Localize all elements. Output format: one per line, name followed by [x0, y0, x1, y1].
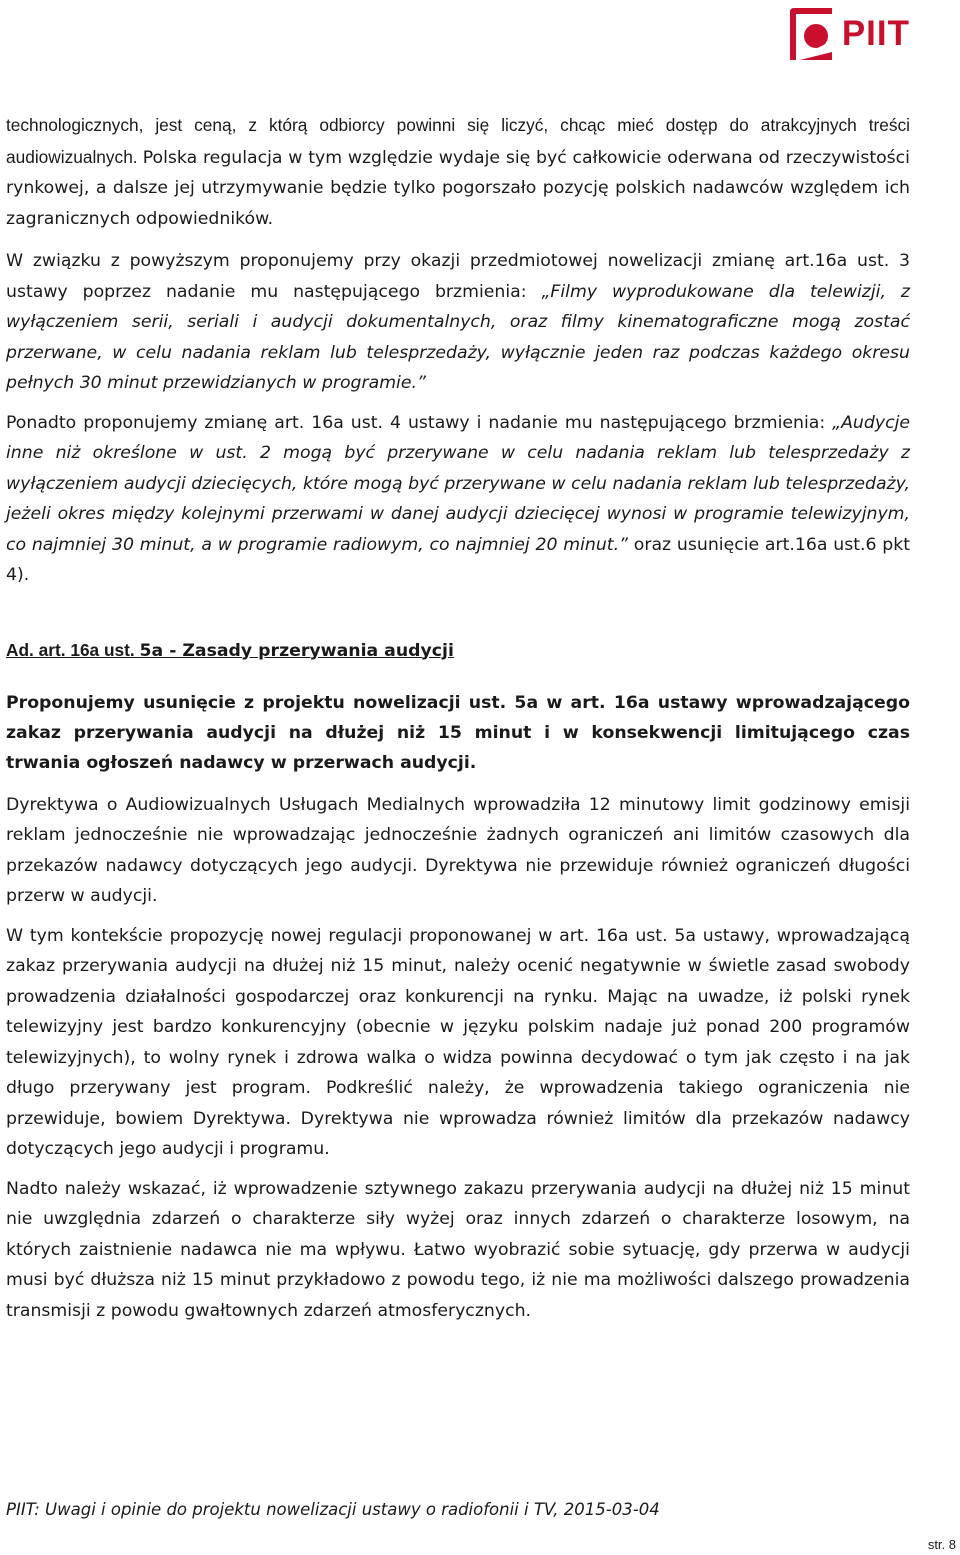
- paragraph: W tym kontekście propozycję nowej regulacji proponowanej w art. 16a ust. 5a ustawy, wprowadzającą zakaz przerywania audycji na dłużej niż 15 minut, należy ocenić negatywnie w świetle zasad swobody prowadzenia działalności gospodarczej oraz konkurencji na rynku. Mając na uwadze, iż polski rynek telewizyjny jest bardzo konkurencyjny (obecnie w języku polskim nadaje już ponad 200 programów telewizyjnych), to wolny rynek i zdrowa walka o widza powinna decydować o tym jak często i na jak długo przerywany jest program. Podkreślić należy, że wprowadzenia takiego ograniczenia nie przewiduje, bowiem Dyrektywa. Dyrektywa nie wprowadza również limitów dla przekazów nadawcy dotyczących jego audycji i programu.: [6, 925, 910, 1159]
- piit-logo-icon: [786, 6, 836, 60]
- quote: „Filmy wyprodukowane dla telewizji, z wyłączeniem serii, seriali i audycji dokumentalnych, oraz filmy kinematograficzne mogą zostać przerwane, w celu nadania reklam lub telesprzedaży, wyłącznie jeden raz podczas każdego okresu pełnych 30 minut przewidzianych w programie.”: [6, 281, 910, 393]
- page-number: str. 8: [927, 1537, 956, 1552]
- paragraph: [6, 110, 910, 234]
- document-body: [6, 110, 910, 1326]
- section-heading: [6, 635, 910, 666]
- quote: 2 mogą być przerywane w celu nadania reklam lub telesprzedaży z wyłączeniem audycji dziecięcych, które mogą być przerywane w celu nadania reklam lub telesprzedaży, jeżeli okres między kolejnymi przerwami w danej audycji dziecięcej wynosi w programie telewizyjnym, co najmniej 30 minut, a w programie radiowym, co najmniej 20 minut.”: [6, 443, 910, 555]
- quote: „Audycje inne niż określone w ust.: [6, 412, 911, 463]
- paragraph: Nadto należy wskazać, iż wprowadzenie sztywnego zakazu przerywania audycji na dłużej niż 15 minut nie uwzględnia zdarzeń o charakterze siły wyżej oraz innych zdarzeń o charakterze losowym, na których zaistnienie nadawca nie ma wpływu. Łatwo wyobrazić sobie sytuację, gdy przerwa w audycji musi być dłuższa niż 15 minut przykładowo z powodu tego, iż nie ma możliwości dalszego prowadzenia transmisji z powodu gwałtownych zdarzeń atmosferycznych.: [6, 1178, 910, 1321]
- bold-paragraph: [6, 688, 910, 778]
- heading-part: 5a - Zasady przerywania audycji: [139, 640, 454, 661]
- heading-part: Ad. art. 16a ust.: [6, 639, 140, 660]
- text-run: Ponadto proponujemy zmianę art. 16a ust.: [6, 412, 390, 433]
- logo-text: PIIT: [841, 13, 910, 53]
- text-run: W związku z powyższym proponujemy przy okazji przedmiotowej nowelizacji zmianę art.16a ust.: [6, 251, 899, 271]
- text-run: 3 ustawy poprzez nadanie mu następującego brzmienia:: [6, 251, 910, 302]
- text-run: oraz usunięcie art.16a ust.6 pkt 4).: [6, 534, 910, 585]
- footer-text: PIIT: Uwagi i opinie do projektu nowelizacji ustawy o radiofonii i TV, 2015-03-04: [6, 1500, 660, 1519]
- piit-logo: [786, 6, 910, 60]
- text-run: jest ceną, z którą odbiorcy powinni się liczyć, chcąc mieć dostęp do atrakcyjnych treści audiowizualnych.: [6, 115, 910, 167]
- text-run: 4 ustawy i nadanie mu następującego brzmienia:: [390, 412, 833, 433]
- text-run: technologicznych,: [6, 115, 156, 135]
- paragraph: Dyrektywa o Audiowizualnych Usługach Medialnych wprowadziła 12 minutowy limit godzinowy emisji reklam jednocześnie nie wprowadzając jednocześnie żadnych ograniczeń ani limitów czasowych dla przekazów nadawcy dotyczących jego audycji. Dyrektywa nie przewiduje również ograniczeń długości przerw w audycji.: [6, 794, 910, 906]
- text-run: Polska regulacja w tym względzie wydaje się być całkowicie oderwana od rzeczywistości rynkowej, a dalsze jej utrzymywanie będzie tylko pogorszało pozycję polskich nadawców względem ich zagranicznych odpowiedników.: [6, 147, 910, 229]
- text-run: Proponujemy usunięcie z projektu nowelizacji ust. 5a w art.: [6, 692, 614, 713]
- paragraph: [6, 246, 910, 399]
- text-run: 16a ustawy wprowadzającego zakaz przerywania audycji na dłużej niż 15 minut i w konsekwencji limitującego czas trwania ogłoszeń nadawcy w przerwach audycji.: [6, 692, 910, 773]
- paragraph: [6, 408, 910, 591]
